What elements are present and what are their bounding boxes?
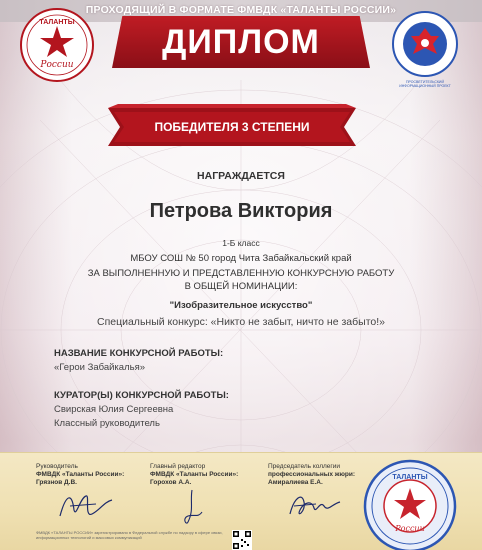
stamp-script: России (395, 524, 425, 533)
sig1-org: ФМВДК «Таланты России»: (36, 471, 125, 478)
signature-director (56, 488, 116, 522)
sig2-name: Горохов А.А. (150, 479, 192, 486)
curator-label: КУРАТОР(Ы) КОНКУРСНОЙ РАБОТЫ: (54, 390, 229, 401)
award-reason-line2: В ОБЩЕЙ НОМИНАЦИИ: (184, 281, 298, 292)
signature-block-director (36, 463, 124, 487)
work-title: «Герои Забайкалья» (54, 362, 145, 373)
curator-name: Свирская Юлия Сергеевна (54, 404, 174, 415)
sig3-name: Амиралиева Е.А. (268, 479, 323, 486)
winner-class: 1-Б класс (222, 238, 260, 248)
special-contest: Специальный конкурс: «Никто не забыт, ничто не забыто!» (96, 316, 385, 328)
curator-role: Классный руководитель (54, 418, 160, 429)
logo-left-text: ТАЛАНТЫ (39, 19, 75, 26)
sig2-role: Главный редактор (150, 463, 206, 470)
sig1-name: Грязнов Д.В. (36, 479, 77, 486)
winner-name: Петрова Виктория (149, 200, 333, 222)
stamp-text: ТАЛАНТЫ (392, 474, 428, 481)
awarded-heading: НАГРАЖДАЕТСЯ (197, 170, 285, 182)
project-emblem (391, 10, 459, 78)
sig3-role: Председатель коллегии (268, 463, 341, 470)
winner-school: МБОУ СОШ № 50 город Чита Забайкальский край (130, 253, 352, 264)
signature-jury (286, 488, 346, 524)
registration-note: ФМВДК «ТАЛАНТЫ РОССИИ» зарегистрировано в Федеральной службе по надзору в сфере связи, информационных технологий и массовых коммуникаций (36, 530, 223, 540)
event-format-line: ПРОХОДЯЩИЙ В ФОРМАТЕ ФМВДК «ТАЛАНТЫ РОССИИ» (85, 4, 397, 16)
award-degree: ПОБЕДИТЕЛЯ 3 СТЕПЕНИ (154, 120, 310, 134)
official-stamp (362, 458, 458, 550)
sig3-org: профессиональных жюри: (268, 471, 356, 478)
signature-block-jury (268, 463, 355, 487)
sig1-role: Руководитель (36, 463, 78, 470)
logo-left-script: России (40, 60, 74, 70)
talanty-rossii-logo (18, 6, 96, 84)
qr-code-icon (232, 530, 252, 550)
sig2-org: ФМВДК «Таланты России»: (150, 471, 239, 478)
award-reason-line1: ЗА ВЫПОЛНЕННУЮ И ПРЕДСТАВЛЕННУЮ КОНКУРСНУЮ РАБОТУ (87, 268, 395, 279)
diploma-title: ДИПЛОМ (162, 23, 320, 61)
work-title-label: НАЗВАНИЕ КОНКУРСНОЙ РАБОТЫ: (54, 348, 224, 359)
emblem-caption: ПРОСВЕТИТЕЛЬСКИЙ ИНФОРМАЦИОННЫЙ ПРОЕКТ (399, 80, 451, 88)
signature-editor (172, 488, 212, 528)
nomination: "Изобразительное искусство" (169, 300, 313, 311)
signature-block-editor (150, 463, 238, 487)
